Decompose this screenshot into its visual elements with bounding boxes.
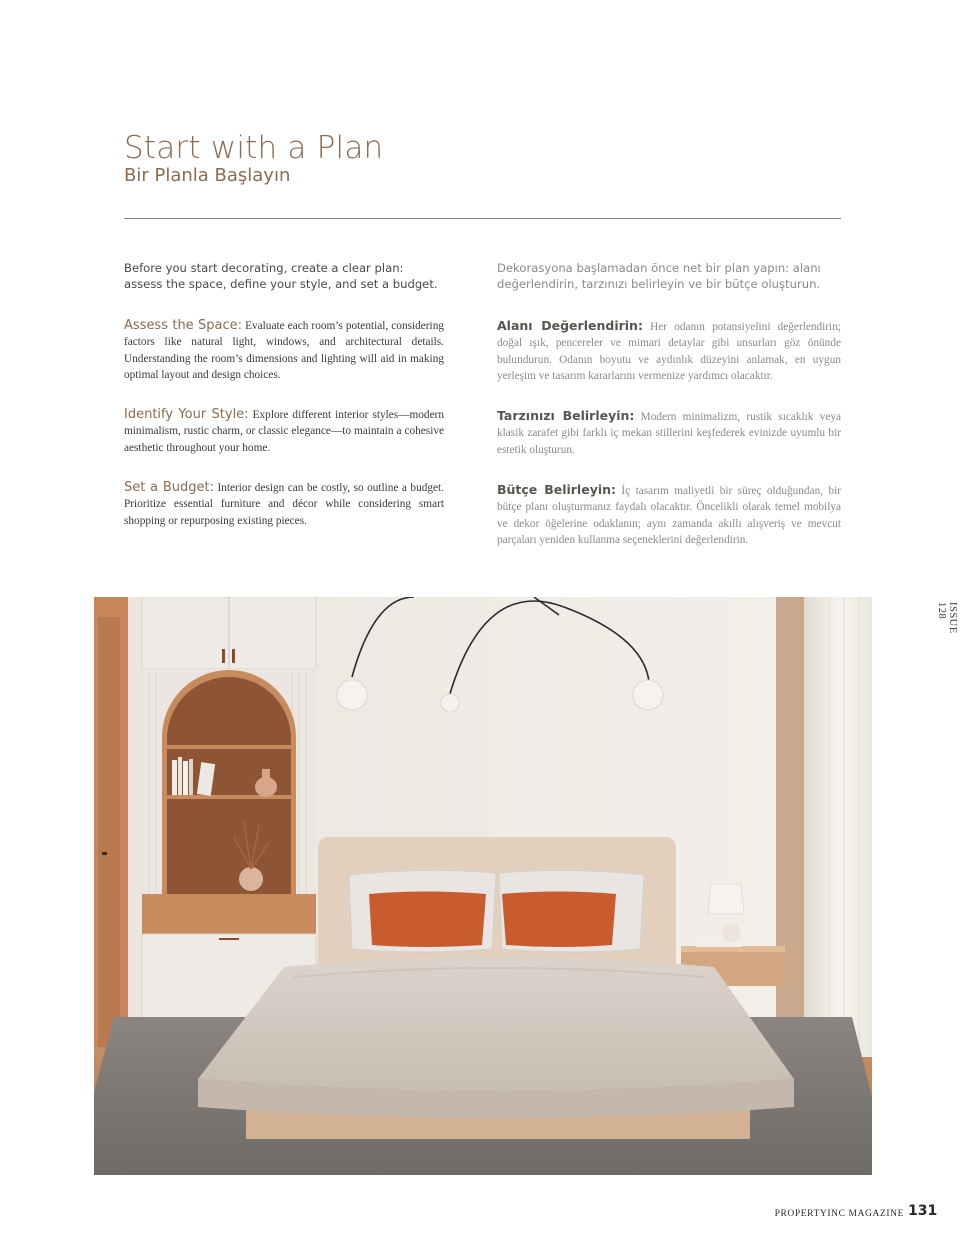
section-heading: Set a Budget: <box>124 480 214 496</box>
english-section-style <box>124 407 444 456</box>
bedroom-photo <box>94 597 872 1175</box>
section-heading: Assess the Space: <box>124 318 243 333</box>
section-body: Evaluate each room’s potential, considering factors like natural light, windows, and architectural details. Understanding the room’s dimensions and lighting will aid in making optimal layout and design choices. <box>124 320 444 381</box>
section-heading: Alanı Değerlendirin: <box>497 318 643 333</box>
turkish-section-budget <box>497 482 841 548</box>
page-title: Start with a Plan <box>124 130 384 166</box>
section-heading: Tarzınızı Belirleyin: <box>497 408 635 424</box>
turkish-section-style <box>497 408 841 458</box>
section-body: İç tasarım maliyetli bir süreç olduğundan, bir bütçe planı oluşturmanız faydalı olacaktır. Öncelikli olarak temel mobilya ve dekor öğelerine odaklanın; aynı zamanda akıllı alışveriş ve mevcut parçaları yeniden kullanma seçeneklerini değerlendirin. <box>497 485 841 546</box>
english-section-assess <box>124 318 444 383</box>
section-body: Modern minimalizm, rustik sıcaklık veya klasik zarafet gibi farklı iç mekan stillerini keşfederek evinizde uyumlu bir estetik oluşturun. <box>497 411 841 456</box>
section-body: Explore different interior styles—modern minimalism, rustic charm, or classic elegance—to maintain a cohesive aesthetic throughout your home. <box>124 409 444 454</box>
section-body: Her odanın potansiyelini değerlendirin; doğal ışık, pencereler ve mimari detaylar gibi unsurları göz önünde bulundurun. Odanın boyutu ve aydınlık düzeyini anlamak, en uygun yerleşim ve tasarım kararlarını vermenize yardımcı olacaktır. <box>497 321 841 382</box>
magazine-name: PROPERTYINC MAGAZINE <box>774 1209 904 1219</box>
issue-label: ISSUE 128 <box>936 602 958 634</box>
turkish-column <box>497 260 841 572</box>
turkish-intro: Dekorasyona başlamadan önce net bir plan yapın: alanı değerlendirin, tarzınızı belirleyin ve bir bütçe oluşturun. <box>497 261 821 291</box>
section-heading: Identify Your Style: <box>124 407 249 423</box>
english-intro: Before you start decorating, create a clear plan: assess the space, define your style, and set a budget. <box>124 261 438 291</box>
page-number: 131 <box>908 1203 938 1219</box>
page-subtitle: Bir Planla Başlayın <box>124 165 291 186</box>
english-column <box>124 260 444 553</box>
english-section-budget <box>124 480 444 529</box>
title-divider <box>124 218 841 219</box>
section-body: Interior design can be costly, so outline a budget. Prioritize essential furniture and décor while considering smart shopping or repurposing existing pieces. <box>124 482 444 527</box>
turkish-section-assess <box>497 318 841 384</box>
section-heading: Bütçe Belirleyin: <box>497 482 617 498</box>
